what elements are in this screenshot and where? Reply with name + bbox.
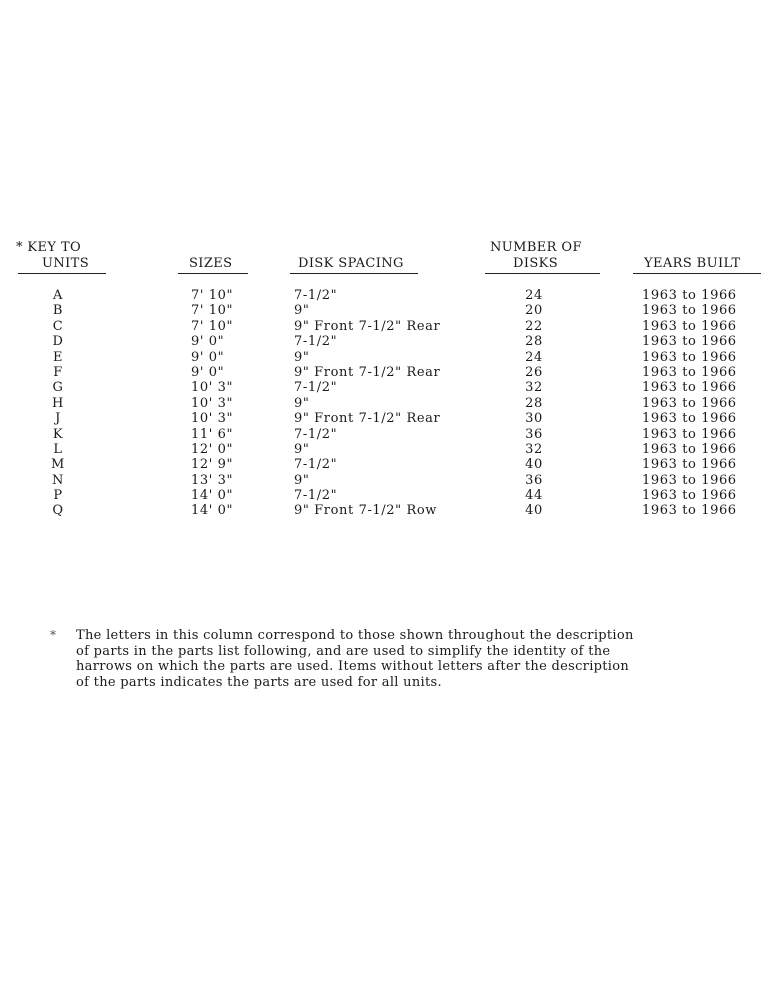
unit-disk-count: 22 <box>525 318 543 334</box>
unit-disk-spacing: 9" Front 7-1/2" Rear <box>294 318 441 334</box>
unit-disk-count: 32 <box>525 441 543 457</box>
table-row <box>0 303 772 318</box>
footnote-text <box>76 628 730 690</box>
unit-years-built: 1963 to 1966 <box>642 426 737 442</box>
unit-disk-count: 28 <box>525 395 543 411</box>
unit-years-built: 1963 to 1966 <box>642 364 737 380</box>
unit-disk-spacing: 9" <box>294 472 310 488</box>
unit-key: B <box>52 303 64 319</box>
header-sizes: SIZES <box>189 256 233 271</box>
unit-size: 10' 3" <box>191 411 234 427</box>
table-row <box>0 473 772 488</box>
header-disks-line1: NUMBER OF <box>490 240 582 255</box>
unit-disk-count: 40 <box>525 503 543 519</box>
footnote-marker: * <box>50 628 57 642</box>
unit-key: K <box>52 426 64 442</box>
unit-key: M <box>51 457 65 473</box>
unit-key: H <box>52 395 64 411</box>
unit-disk-count: 26 <box>525 364 543 380</box>
unit-size: 10' 3" <box>191 380 234 396</box>
unit-disk-count: 32 <box>525 380 543 396</box>
unit-size: 7' 10" <box>191 303 234 319</box>
unit-disk-spacing: 9" <box>294 349 310 365</box>
unit-disk-count: 36 <box>525 472 543 488</box>
table-row <box>0 427 772 442</box>
footnote-line: The letters in this column correspond to those shown throughout the description <box>76 628 634 643</box>
unit-size: 10' 3" <box>191 395 234 411</box>
unit-disk-count: 40 <box>525 457 543 473</box>
table-row <box>0 503 772 518</box>
unit-disk-spacing: 9" Front 7-1/2" Rear <box>294 364 441 380</box>
unit-size: 9' 0" <box>191 364 225 380</box>
table-row <box>0 457 772 472</box>
table-row <box>0 442 772 457</box>
unit-key: Q <box>52 503 64 519</box>
header-key-line2: UNITS <box>42 256 90 271</box>
unit-disk-spacing: 9" <box>294 441 310 457</box>
unit-years-built: 1963 to 1966 <box>642 472 737 488</box>
unit-size: 12' 9" <box>191 457 234 473</box>
footnote-line: of parts in the parts list following, and are used to simplify the identity of the <box>76 643 611 659</box>
unit-key: P <box>53 488 63 504</box>
unit-disk-count: 24 <box>525 349 543 365</box>
header-years-underline <box>633 273 761 274</box>
table-row <box>0 488 772 503</box>
unit-size: 11' 6" <box>191 426 234 442</box>
header-disks-underline <box>485 273 600 274</box>
unit-years-built: 1963 to 1966 <box>642 441 737 457</box>
header-disks-line2: DISKS <box>513 256 559 271</box>
unit-disk-count: 30 <box>525 411 543 427</box>
header-key-underline <box>18 273 106 274</box>
unit-key: N <box>52 472 64 488</box>
header-disk-spacing: DISK SPACING <box>298 256 404 271</box>
unit-disk-spacing: 9" Front 7-1/2" Row <box>294 503 438 519</box>
unit-key: D <box>52 334 64 350</box>
table-row <box>0 350 772 365</box>
unit-disk-spacing: 7-1/2" <box>294 288 338 303</box>
unit-disk-spacing: 9" <box>294 303 310 319</box>
unit-size: 14' 0" <box>191 503 234 519</box>
unit-key: C <box>52 318 64 334</box>
table-row <box>0 288 772 303</box>
unit-key: F <box>53 364 63 380</box>
unit-key: J <box>55 411 61 427</box>
unit-size: 7' 10" <box>191 318 234 334</box>
header-disk-spacing-underline <box>290 273 418 274</box>
unit-years-built: 1963 to 1966 <box>642 488 737 504</box>
unit-years-built: 1963 to 1966 <box>642 349 737 365</box>
footnote <box>50 628 730 690</box>
unit-years-built: 1963 to 1966 <box>642 457 737 473</box>
unit-disk-spacing: 7-1/2" <box>294 488 338 504</box>
unit-years-built: 1963 to 1966 <box>642 503 737 519</box>
unit-years-built: 1963 to 1966 <box>642 411 737 427</box>
unit-size: 12' 0" <box>191 441 234 457</box>
unit-size: 14' 0" <box>191 488 234 504</box>
unit-disk-count: 20 <box>525 303 543 319</box>
table-row <box>0 411 772 426</box>
unit-years-built: 1963 to 1966 <box>642 395 737 411</box>
unit-disk-spacing: 7-1/2" <box>294 334 338 350</box>
footnote-line: harrows on which the parts are used. Items without letters after the description <box>76 659 630 674</box>
unit-years-built: 1963 to 1966 <box>642 303 737 319</box>
unit-disk-count: 36 <box>525 426 543 442</box>
unit-disk-spacing: 7-1/2" <box>294 457 338 473</box>
unit-size: 13' 3" <box>191 472 234 488</box>
header-years-built: YEARS BUILT <box>644 256 741 271</box>
table-row <box>0 319 772 334</box>
unit-key: L <box>53 441 63 457</box>
unit-disk-spacing: 9" Front 7-1/2" Rear <box>294 411 441 427</box>
unit-years-built: 1963 to 1966 <box>642 318 737 334</box>
units-table-body <box>0 288 772 519</box>
unit-size: 9' 0" <box>191 349 225 365</box>
header-key-line1: * KEY TO <box>16 240 82 255</box>
unit-disk-spacing: 7-1/2" <box>294 380 338 396</box>
table-row <box>0 365 772 380</box>
unit-disk-count: 24 <box>525 288 543 303</box>
unit-disk-spacing: 9" <box>294 395 310 411</box>
table-row <box>0 380 772 395</box>
unit-years-built: 1963 to 1966 <box>642 380 737 396</box>
table-row <box>0 396 772 411</box>
table-row <box>0 334 772 349</box>
unit-size: 7' 10" <box>191 288 234 303</box>
unit-key: A <box>53 288 63 303</box>
unit-disk-count: 28 <box>525 334 543 350</box>
unit-disk-spacing: 7-1/2" <box>294 426 338 442</box>
unit-size: 9' 0" <box>191 334 225 350</box>
unit-disk-count: 44 <box>525 488 543 504</box>
header-sizes-underline <box>178 273 248 274</box>
unit-years-built: 1963 to 1966 <box>642 288 737 303</box>
unit-years-built: 1963 to 1966 <box>642 334 737 350</box>
unit-key: E <box>52 349 64 365</box>
footnote-line: of the parts indicates the parts are used for all units. <box>76 674 442 690</box>
unit-key: G <box>52 380 64 396</box>
